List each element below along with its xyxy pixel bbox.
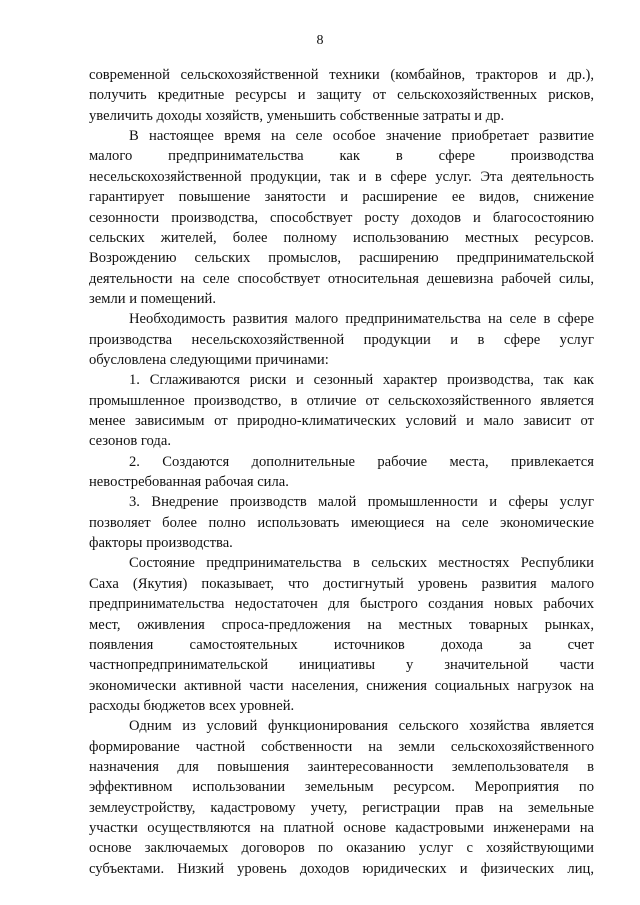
text-line: обусловлена следующими причинами:	[89, 351, 329, 368]
text-line: малого предпринимательства как в сфере производства	[89, 148, 594, 165]
text-line: увеличить доходы хозяйств, уменьшить собственные затраты и др.	[89, 107, 505, 124]
text-line: 3. Внедрение производств малой промышленности и сферы услуг	[129, 494, 594, 511]
page-number: 8	[316, 33, 324, 48]
text-line: формирование частной собственности на земли сельскохозяйственного	[89, 738, 594, 755]
text-line: сезонности производства, способствует росту доходов и благосостоянию	[89, 209, 594, 226]
text-line: несельскохозяйственной продукции, так и в сфере услуг. Эта деятельность	[89, 168, 594, 185]
text-line: основе заключаемых договоров по оказанию услуг с хозяйствующими	[89, 840, 594, 857]
text-line: участки осуществляются на платной основе кадастровыми инженерами на	[89, 820, 594, 836]
text-line: 2. Создаются дополнительные рабочие места, привлекается	[129, 453, 594, 470]
text-line: Саха (Якутия) показывает, что достигнутый уровень развития малого	[89, 575, 594, 592]
text-line: деятельности на селе способствует относительная дешевизна рабочей силы,	[89, 270, 594, 287]
text-line: В настоящее время на селе особое значение приобретает развитие	[129, 128, 594, 145]
text-line: частнопредпринимательской инициативы у значительной части	[89, 657, 594, 674]
text-line: Необходимость развития малого предпринимательства на селе в сфере	[129, 311, 594, 328]
text-line: позволяет более полно использовать имеющиеся на селе экономические	[89, 514, 594, 531]
text-line: земли и помещений.	[89, 290, 217, 307]
text-line: гарантирует повышение занятости и расширение ее видов, снижение	[89, 189, 594, 206]
text-line: субъектами. Низкий уровень доходов юридических и физических лиц,	[89, 860, 594, 877]
text-line: землеустройству, кадастровому учету, регистрации прав на земельные	[89, 799, 594, 816]
text-line: появления самостоятельных источников дохода за счет	[89, 636, 594, 653]
text-line: современной сельскохозяйственной техники (комбайнов, тракторов и др.),	[89, 67, 594, 83]
text-line: расходы бюджетов всех уровней.	[89, 697, 295, 714]
text-line: производства несельскохозяйственной продукции и в сфере услуг	[89, 331, 594, 348]
text-line: предпринимательства недостаточен для быстрого создания новых рабочих	[89, 596, 594, 613]
text-line: Одним из условий функционирования сельского хозяйства является	[129, 718, 594, 735]
text-line: Возрождению сельских промыслов, расширению предпринимательской	[89, 250, 594, 267]
text-line: назначения для повышения заинтересованности землепользователя в	[89, 758, 594, 775]
text-line: менее зависимым от природно-климатических условий и мало зависит от	[89, 413, 594, 429]
text-line: сезонов года.	[89, 433, 171, 450]
text-line: эффективном использовании земельным ресурсом. Мероприятия по	[89, 779, 594, 796]
text-line: факторы производства.	[89, 535, 233, 551]
text-line: невостребованная рабочая сила.	[89, 474, 289, 490]
text-line: Состояние предпринимательства в сельских местностях Республики	[129, 555, 594, 572]
text-line: 1. Сглаживаются риски и сезонный характер производства, так как	[129, 372, 594, 389]
text-line: сельских жителей, более полному использованию местных ресурсов.	[89, 229, 594, 246]
text-line: промышленное производство, в отличие от сельскохозяйственного является	[89, 392, 594, 409]
text-line: мест, оживления спроса-предложения на местных товарных рынках,	[89, 616, 594, 633]
text-line: получить кредитные ресурсы и защиту от сельскохозяйственных рисков,	[89, 87, 594, 104]
text-line: экономически активной части населения, снижения социальных нагрузок на	[89, 677, 594, 694]
